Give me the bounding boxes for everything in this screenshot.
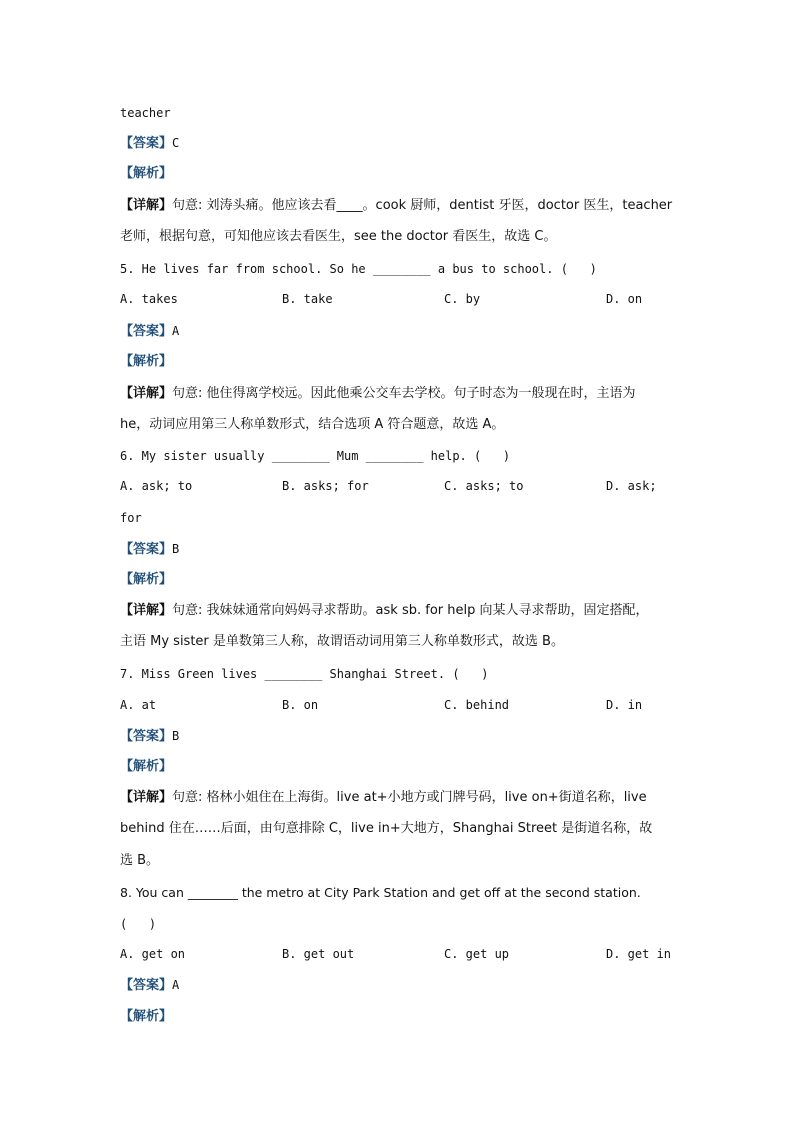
question-7-options xyxy=(120,698,680,714)
option-c: C. behind xyxy=(444,698,510,712)
detail-line: 【详解】句意: 刘涛头痛。他应该去看____。cook 厨师，dentist 牙医，doctor 医生，teacher xyxy=(120,198,673,213)
option-b: B. on xyxy=(282,698,319,712)
question-8: 8. You can ________ the metro at City Park Station and get off at the second station. xyxy=(120,885,641,900)
option-d: D. get in xyxy=(606,947,672,961)
detail-line: 选 B。 xyxy=(120,853,160,868)
analysis-heading: 【解析】 xyxy=(120,166,173,181)
option-c: C. get up xyxy=(444,947,510,961)
detail-line: 【详解】句意: 他住得离学校远。因此他乘公交车去学校。句子时态为一般现在时，主语为 xyxy=(120,386,636,401)
answer-row: 【答案】C xyxy=(120,136,180,151)
option-d: D. ask; xyxy=(606,479,657,493)
question-8-options xyxy=(120,947,680,963)
option-d: D. in xyxy=(606,698,643,712)
option-a: A. takes xyxy=(120,292,178,306)
analysis-heading: 【解析】 xyxy=(120,759,173,774)
question-6-options xyxy=(120,479,680,495)
option-a: A. get on xyxy=(120,947,186,961)
option-continuation: teacher xyxy=(120,106,171,120)
answer-row: 【答案】A xyxy=(120,324,180,339)
detail-line: 主语 My sister 是单数第三人称，故谓语动词用第三人称单数形式，故选 B。 xyxy=(120,634,564,649)
option-c: C. by xyxy=(444,292,481,306)
question-6: 6. My sister usually ________ Mum ________ help. ( ) xyxy=(120,449,511,463)
analysis-heading: 【解析】 xyxy=(120,354,173,369)
question-5: 5. He lives far from school. So he ________ a bus to school. ( ) xyxy=(120,262,597,276)
detail-line: 【详解】句意: 格林小姐住在上海街。live at+小地方或门牌号码，live on+街道名称，live xyxy=(120,790,647,805)
answer-row: 【答案】A xyxy=(120,978,180,993)
option-b: B. take xyxy=(282,292,333,306)
analysis-heading: 【解析】 xyxy=(120,1009,173,1024)
option-c: C. asks; to xyxy=(444,479,524,493)
option-d: D. on xyxy=(606,292,643,306)
option-b: B. asks; for xyxy=(282,479,369,493)
question-5-options xyxy=(120,292,680,308)
detail-line: he，动词应用第三人称单数形式，结合选项 A 符合题意，故选 A。 xyxy=(120,417,505,432)
question-7: 7. Miss Green lives ________ Shanghai Street. ( ) xyxy=(120,667,489,681)
analysis-heading: 【解析】 xyxy=(120,572,173,587)
question-8-bracket: ( ) xyxy=(120,917,157,931)
option-a: A. ask; to xyxy=(120,479,193,493)
option-a: A. at xyxy=(120,698,157,712)
option-continuation: for xyxy=(120,511,142,525)
option-b: B. get out xyxy=(282,947,355,961)
detail-line: behind 住在……后面，由句意排除 C，live in+大地方，Shanghai Street 是街道名称，故 xyxy=(120,821,653,836)
answer-row: 【答案】B xyxy=(120,542,180,557)
detail-line: 【详解】句意: 我妹妹通常向妈妈寻求帮助。ask sb. for help 向某人寻求帮助，固定搭配， xyxy=(120,603,649,618)
answer-row: 【答案】B xyxy=(120,729,180,744)
detail-line: 老师，根据句意，可知他应该去看医生，see the doctor 看医生，故选 C。 xyxy=(120,229,557,244)
